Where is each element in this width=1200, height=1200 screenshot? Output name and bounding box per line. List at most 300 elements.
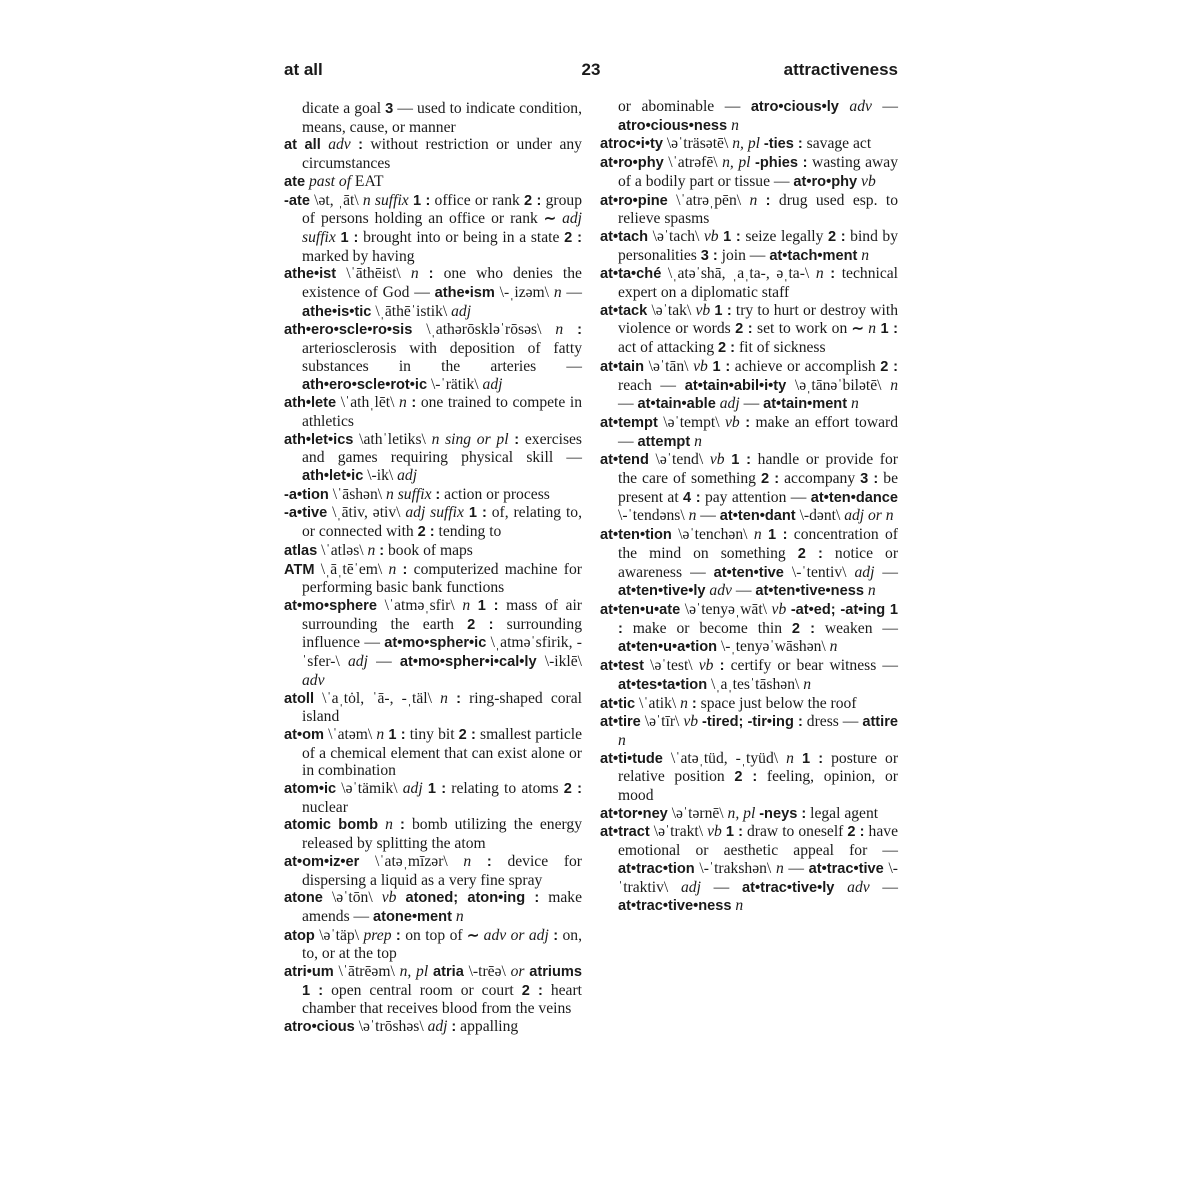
headword: at•tach (600, 228, 649, 245)
bold-term: at•trac•tive (808, 860, 884, 877)
bold-term: 2 : (797, 545, 823, 562)
part-of-speech: n (555, 321, 564, 339)
bold-term: : (456, 690, 461, 707)
dictionary-entry-attire (600, 713, 898, 749)
headword: at•tend (600, 452, 649, 469)
part-of-speech: adj (451, 302, 472, 320)
headword: at•ta•ché (600, 266, 662, 283)
part-of-speech: vb (698, 657, 714, 675)
bold-term: ∼ (543, 211, 557, 228)
headword: at•tic (600, 695, 636, 712)
definition-text (470, 597, 478, 614)
bold-term: : (719, 658, 725, 675)
definition-text: tiny bit (405, 725, 459, 743)
definition-text: \əˈtak\ (647, 301, 696, 319)
bold-term: at•trac•tive•ness (618, 898, 732, 915)
bold-term: atro•cious•ness (618, 117, 728, 134)
headword: at•ro•pine (600, 192, 668, 209)
definition-text: pay attention — (700, 488, 811, 506)
definition-text: \ˈāshən\ (328, 485, 387, 503)
dictionary-entry-athletics (284, 431, 582, 486)
headword: ath•let•ics (284, 431, 354, 448)
definition-text: \ˈātrēəm\ (333, 963, 400, 981)
part-of-speech: n (410, 265, 419, 283)
bold-term: : (486, 853, 492, 870)
definition-text: — (869, 878, 899, 896)
definition-text: wasting away of a bodily part or tissue — (618, 154, 898, 190)
bold-term: 3 : (860, 471, 879, 488)
part-of-speech: vb (695, 301, 711, 319)
definition-text: relating to atoms (446, 780, 564, 798)
part-of-speech: n (803, 675, 812, 693)
part-of-speech: vb (683, 713, 699, 731)
definition-text: \ˌatməˈsfirik, -ˈsfer-\ (302, 634, 582, 671)
part-of-speech: vb (709, 451, 725, 469)
bold-term: athe•ism (434, 285, 495, 302)
definition-text: make or become thin (622, 619, 792, 637)
bold-term: atro•cious•ly (750, 99, 839, 115)
part-of-speech: n (440, 689, 448, 707)
bold-term: at•trac•tion (618, 860, 695, 877)
bold-term: : (745, 414, 751, 431)
part-of-speech: prep (363, 926, 392, 944)
definition-text: \ˈāthēist\ (336, 265, 411, 283)
part-of-speech: adv (328, 136, 351, 154)
part-of-speech: n (553, 284, 562, 302)
part-of-speech: n (618, 731, 626, 749)
dictionary-entry-atheist (284, 265, 582, 321)
definition-text: space just below the roof (696, 694, 857, 712)
part-of-speech: n (694, 432, 702, 450)
part-of-speech: n (463, 852, 472, 870)
definition-text (757, 192, 765, 209)
bold-term: 1 : (714, 302, 732, 319)
definition-text: book of maps (384, 541, 473, 559)
definition-text: \əˈtrakt\ (649, 823, 708, 841)
headword: at•tire (600, 714, 641, 731)
bold-term: : (402, 561, 408, 578)
definition-text: \ˈatməˌsfir\ (376, 596, 463, 614)
bold-term: -phies : (755, 155, 808, 172)
definition-text: group of persons holding an office or rank (302, 191, 583, 228)
definition-text: on, to, or at the top (302, 926, 582, 963)
dictionary-entry-attract (600, 823, 898, 916)
bold-term: 1 : (412, 192, 431, 209)
part-of-speech: adv (709, 582, 732, 600)
bold-term: : (577, 322, 582, 339)
dictionary-entry-athlete (284, 394, 582, 430)
bold-term: ∼ (466, 927, 480, 944)
bold-term: atria (432, 964, 464, 981)
definition-text (839, 98, 850, 115)
part-of-speech: adv or adj (483, 926, 549, 944)
definition-text: one trained to compete in athletics (302, 394, 582, 430)
definition-text: \ˌathərōskləˈrōsəs\ (412, 321, 556, 339)
definition-text: device for dispersing a liquid as a very fine spray (302, 852, 583, 889)
definition-text: marked by having (302, 247, 415, 265)
definition-text: \-ˌizəm\ (494, 284, 554, 302)
dictionary-entry-atrium (284, 963, 582, 1018)
left-column (284, 100, 582, 1037)
bold-term: ath•ero•scle•rot•ic (302, 376, 428, 393)
bold-term: : (358, 137, 364, 154)
definition-text: \ˈatrəˌpēn\ (667, 191, 750, 209)
definition-text: \-ˈrätik\ (427, 375, 483, 393)
definition-text: drug used esp. to relieve spasms (618, 191, 898, 228)
part-of-speech: n (399, 394, 407, 412)
definition-text: handle or provide for the care of something (618, 451, 898, 488)
definition-text: office or rank (430, 191, 525, 209)
bold-term: at•tes•ta•tion (618, 676, 708, 693)
part-of-speech: n (388, 560, 397, 578)
definition-text: \ˈatəm\ (323, 725, 377, 743)
definition-text: \ˈatləs\ (317, 541, 368, 559)
definition-text: action or process (440, 485, 550, 503)
headword: at•ten•u•ate (600, 601, 681, 618)
definition-text (834, 879, 847, 896)
dictionary-entry-at-all (284, 136, 582, 172)
definition-text: legal agent (806, 804, 879, 822)
definition-text: \əˈtäp\ (314, 926, 364, 944)
definition-text: \əˈträsətē\ (662, 135, 733, 153)
dictionary-entry-attach (600, 228, 898, 265)
headword: at•tempt (600, 414, 658, 431)
definition-text: \ˈatrəfē\ (663, 154, 723, 172)
page-header (284, 58, 898, 84)
definition-text (471, 853, 487, 870)
right-guide-word: attractiveness (783, 60, 898, 79)
dictionary-entry-atrocious (284, 1018, 582, 1037)
part-of-speech: adj suffix (302, 210, 583, 246)
part-of-speech: n suffix (362, 191, 409, 209)
bold-term: 2 : (458, 726, 476, 743)
entry-continuation (284, 100, 582, 136)
definition-text: \əˈtest\ (644, 657, 699, 675)
definition-text: \əˈtīr\ (640, 713, 684, 731)
bold-term: -ties : (763, 136, 803, 153)
headword: atop (284, 927, 315, 944)
definition-text: \ˈatəˌtüd, -ˌtyüd\ (662, 749, 787, 767)
part-of-speech: adv (849, 98, 872, 115)
definition-text: \ˌaˌtesˈtāshən\ (707, 675, 804, 693)
headword: at•om•iz•er (284, 853, 360, 870)
bold-term: athe•is•tic (302, 303, 372, 320)
bold-term: at•tach•ment (769, 247, 858, 264)
definition-text: exercises and games requiring physical skill — (302, 430, 583, 467)
definition-text: technical expert on a diplomatic staff (618, 265, 898, 302)
definition-text: savage act (802, 135, 872, 153)
definition-text: \-ˈtrakshən\ (694, 859, 776, 877)
definition-text: achieve or accomplish (730, 357, 881, 375)
bold-term: : (765, 192, 771, 209)
bold-term: 2 : (417, 524, 435, 541)
bold-term: at•mo•spher•ic (384, 635, 487, 652)
part-of-speech: adj (402, 780, 423, 798)
part-of-speech: n (775, 859, 784, 877)
part-of-speech: n, pl (399, 963, 429, 981)
definition-text (563, 321, 577, 338)
part-of-speech: or (510, 963, 525, 981)
bold-term: : (451, 1019, 457, 1036)
bold-term: at•ten•tive•ly (618, 583, 706, 600)
part-of-speech: n (829, 638, 838, 656)
definition-text: — (561, 284, 582, 302)
part-of-speech: vb (693, 357, 708, 375)
headword: atlas (284, 542, 318, 559)
definition-text: \əˈtrōshəs\ (354, 1018, 428, 1036)
bold-term: ath•let•ic (302, 468, 364, 485)
bold-term: 2 : (734, 769, 758, 786)
dictionary-entry-atomic (284, 780, 582, 816)
part-of-speech: n, pl (722, 154, 751, 172)
part-of-speech: n (815, 265, 824, 283)
bold-term: -tired; -tir•ing : (702, 714, 803, 731)
bold-term: : (400, 817, 405, 834)
bold-term: : (411, 395, 417, 412)
part-of-speech: adj (427, 1018, 448, 1036)
definition-text: — (871, 98, 898, 115)
bold-term: 2 : (524, 192, 542, 209)
part-of-speech: n sing or pl (431, 430, 509, 448)
definition-text: \ˌatəˈshā, ˌaˌta-, əˌta-\ (661, 265, 816, 283)
part-of-speech: n (367, 541, 376, 559)
definition-text: computerized machine for performing basic bank functions (302, 560, 582, 597)
dictionary-entry-attention (600, 526, 898, 601)
bold-term: 3 (385, 101, 394, 117)
bold-term: 2 : (760, 471, 780, 488)
headword: atom•ic (284, 781, 337, 798)
part-of-speech: n (735, 897, 744, 915)
part-of-speech: n (376, 725, 385, 743)
definition-text (794, 750, 802, 767)
headword: atri•um (284, 964, 334, 981)
definition-text: fit of sickness (735, 339, 826, 357)
headword: ath•ero•scle•ro•sis (284, 322, 413, 339)
headword: at•tain (600, 358, 645, 375)
definition-text: nuclear (302, 798, 348, 816)
definition-text: make an effort toward — (618, 413, 898, 450)
part-of-speech: past of (309, 172, 352, 190)
bold-term: 2 : (467, 616, 494, 633)
definition-text: — (739, 395, 764, 413)
definition-text: \ˈatəˌmīzər\ (359, 852, 464, 870)
dictionary-entry-attic (600, 695, 898, 714)
definition-text: join — (717, 246, 770, 264)
dictionary-entry-atm (284, 561, 582, 597)
bold-term: 1 : (725, 824, 743, 841)
bold-term: 1 : (468, 505, 487, 522)
bold-term: attire (862, 714, 899, 731)
definition-text: EAT (351, 172, 384, 190)
definition-text: draw to oneself (743, 823, 848, 841)
part-of-speech: adj (397, 467, 418, 485)
bold-term: : (514, 431, 520, 448)
dictionary-entry-atop (284, 927, 582, 963)
bold-term: at•ten•dance (810, 489, 899, 506)
definition-text: \əˌtānəˈbilətē\ (786, 376, 891, 394)
headword: at•tack (600, 302, 648, 319)
dictionary-entry-atomic-bomb (284, 816, 582, 852)
dictionary-entry-attache (600, 265, 898, 301)
dictionary-entry-attorney (600, 805, 898, 824)
part-of-speech: n (385, 816, 393, 834)
bold-term: 1 : (477, 597, 499, 614)
definition-text: \ˌāˌtēˈem\ (314, 560, 389, 578)
definition-text: \ˌāthēˈistik\ (371, 302, 452, 320)
bold-term: : (379, 542, 385, 559)
dictionary-entry-atone (284, 889, 582, 926)
part-of-speech: n (753, 526, 762, 544)
bold-term: 2 : (791, 620, 815, 637)
part-of-speech: adj (719, 395, 740, 413)
definition-text: be present at (618, 470, 899, 506)
headword: at•ro•phy (600, 155, 664, 172)
definition-text: reach — (618, 376, 685, 394)
definition-text: — (874, 563, 898, 581)
definition-text: — (696, 507, 720, 525)
definition-text: \-dənt\ (795, 507, 845, 525)
definition-text: certify or bear witness — (724, 657, 898, 675)
definition-text: \əˈtend\ (648, 451, 710, 469)
bold-term: 4 : (683, 489, 701, 506)
definition-text (419, 265, 429, 282)
definition-text: dicate a goal (302, 100, 386, 117)
definition-text: try to hurt or destroy with violence or words (618, 301, 898, 338)
bold-term: -neys : (759, 805, 807, 822)
definition-text: make amends — (302, 889, 582, 925)
part-of-speech: n (731, 116, 739, 134)
definition-text: \-iklē\ (536, 653, 583, 671)
definition-text: feeling, opinion, or mood (618, 768, 898, 805)
bold-term: 1 : (880, 321, 899, 338)
dictionary-entry-atlas (284, 542, 582, 561)
part-of-speech: n (462, 596, 471, 614)
headword: at•tor•ney (600, 805, 668, 822)
definition-text: \-ˌtenyəˈwāshən\ (717, 638, 830, 656)
definition-text: \-ik\ (363, 467, 398, 485)
bold-term: 2 : (735, 321, 753, 338)
headword: at•ten•tion (600, 527, 672, 544)
dictionary-entry-attenuate (600, 601, 898, 657)
headword: atro•cious (284, 1019, 355, 1036)
definition-text: \əˈtempt\ (657, 413, 726, 431)
headword: -a•tion (284, 486, 329, 503)
part-of-speech: n (868, 320, 877, 338)
definition-text: on top of (400, 926, 467, 944)
part-of-speech: n (786, 749, 794, 767)
bold-term: : (435, 486, 441, 503)
headword: atoll (284, 690, 314, 707)
part-of-speech: n (867, 582, 876, 600)
bold-term: : (428, 266, 434, 283)
bold-term: at•tain•ment (763, 396, 848, 413)
definition-text: — (618, 395, 638, 413)
bold-term: 2 : (564, 229, 583, 246)
definition-text: without restriction or under any circumstances (302, 136, 582, 173)
dictionary-entry-atmosphere (284, 597, 582, 690)
dictionary-page (284, 58, 900, 1138)
dictionary-entry-attain (600, 358, 898, 414)
definition-text: \-ˈtentiv\ (783, 563, 855, 581)
part-of-speech: adj (482, 375, 503, 393)
headword: at•test (600, 658, 645, 675)
definition-text: \əˈtān\ (644, 357, 694, 375)
definition-text: act of attacking (618, 339, 719, 357)
definition-text: open central room or court (323, 981, 522, 999)
bold-term: : (395, 927, 401, 944)
definition-text: \əˈtenchən\ (671, 526, 754, 544)
definition-text: \əˈtərnē\ (667, 804, 728, 822)
definition-text: mass of air surrounding the earth (302, 596, 582, 633)
dictionary-entry-ate-suffix (284, 192, 582, 266)
dictionary-entry-attitude (600, 750, 898, 805)
dictionary-entry-atrophy (600, 154, 898, 191)
definition-text: \-ˈtendəns\ (618, 507, 689, 525)
headword: at•tract (600, 824, 650, 841)
bold-term: at•ro•phy (793, 173, 858, 190)
part-of-speech: adj (854, 563, 875, 581)
part-of-speech: n, pl (732, 135, 760, 153)
dictionary-entry-ate (284, 173, 582, 192)
headword: atone (284, 890, 323, 907)
definition-text: \ət, ˌāt\ (309, 191, 363, 209)
definition-text (448, 690, 456, 707)
part-of-speech: vb (703, 227, 719, 245)
definition-text: — (731, 582, 756, 600)
definition-text: dress — (802, 713, 863, 731)
bold-term: at•ten•u•a•tion (618, 639, 718, 656)
part-of-speech: n (455, 907, 464, 925)
definition-text: \ˌātiv, ətiv\ (327, 504, 406, 522)
headword: atomic bomb (284, 817, 379, 834)
definition-text: weaken — (814, 619, 898, 637)
bold-term: 1 : (712, 358, 731, 375)
part-of-speech: n (861, 246, 870, 264)
bold-term: -at•ed; -at•ing 1 : (618, 601, 898, 637)
bold-term: 1 : (767, 527, 788, 544)
dictionary-entry-atoll (284, 690, 582, 726)
headword: ath•lete (284, 395, 337, 412)
bold-term: at•mo•spher•i•cal•ly (399, 654, 537, 671)
definition-text (393, 816, 400, 833)
part-of-speech: vb (725, 413, 740, 431)
headword: at•mo•sphere (284, 597, 377, 614)
bold-term: 2 : (521, 982, 543, 999)
definition-text: smallest particle of a chemical element that can exist alone or in combination (302, 725, 583, 780)
bold-term: 1 : (427, 781, 447, 798)
definition-text: brought into or being in a state (358, 228, 565, 246)
page-number: 23 (581, 60, 601, 79)
bold-term: atoned; aton•ing : (405, 890, 540, 907)
definition-text: notice or awareness — (618, 544, 899, 581)
definition-text: seize legally (740, 227, 828, 245)
bold-term: 2 : (563, 781, 582, 798)
bold-term: atriums 1 : (302, 964, 582, 999)
part-of-speech: n (680, 694, 688, 712)
dictionary-entry-attempt (600, 414, 898, 451)
bold-term: 2 : (847, 824, 865, 841)
bold-term: 1 : (340, 229, 359, 246)
right-column (600, 98, 898, 916)
part-of-speech: adj (347, 653, 368, 671)
definition-text: heart chamber that receives blood from the veins (302, 981, 582, 1018)
part-of-speech: n (749, 191, 758, 209)
headword: at all (284, 137, 321, 154)
headword: atroc•i•ty (600, 136, 663, 153)
part-of-speech: adj or n (844, 507, 894, 525)
bold-term: 3 : (700, 247, 718, 264)
bold-term: : (691, 695, 697, 712)
